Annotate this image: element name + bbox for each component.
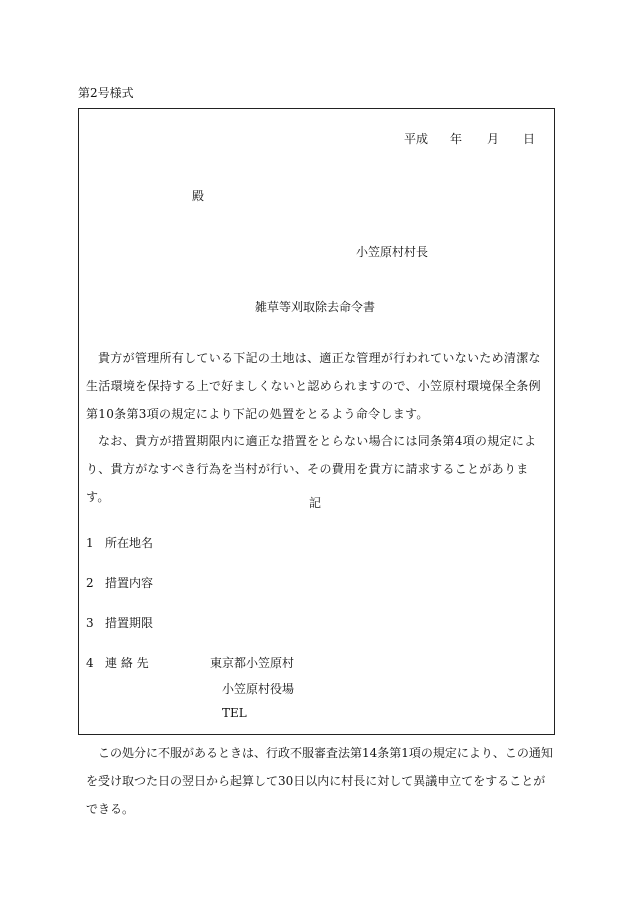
paragraph-1-text: 貴方が管理所有している下記の土地は、適正な管理が行われていないため清潔な生活環境を保持する上で好ましくないと認められますので、小笠原村環境保全条例第10条第3項の規定により下記の処置をとるよう命令します。 — [86, 351, 541, 421]
ki-heading: 記 — [308, 496, 321, 510]
date-year: 年 — [450, 132, 463, 146]
addressee-suffix: 殿 — [192, 189, 205, 203]
sender-name: 小笠原村村長 — [356, 245, 429, 259]
item-number: 3 — [86, 616, 94, 630]
date-line — [404, 130, 535, 147]
date-era: 平成 — [404, 132, 429, 146]
item-label: 連 絡 先 — [105, 656, 149, 670]
contact-tel: TEL — [222, 706, 247, 720]
contact-address: 東京都小笠原村 — [210, 656, 295, 670]
item-number: 2 — [86, 576, 94, 590]
item-label: 措置期限 — [105, 616, 154, 630]
document-title: 雑草等刈取除去命令書 — [254, 300, 375, 314]
item-location — [86, 534, 153, 551]
item-measure-content — [86, 574, 153, 591]
paragraph-2-text: なお、貴方が措置期限内に適正な措置をとらない場合には同条第4項の規定により、貴方がなすべき行為を当村が行い、その費用を貴方に請求することがあります。 — [86, 434, 537, 504]
item-number: 1 — [86, 536, 94, 550]
item-number: 4 — [86, 656, 94, 670]
item-label: 所在地名 — [105, 536, 154, 550]
item-contact — [86, 654, 149, 671]
date-day: 日 — [523, 132, 536, 146]
form-number-label: 第2号様式 — [78, 86, 134, 100]
item-measure-deadline — [86, 614, 153, 631]
contact-office: 小笠原村役場 — [222, 682, 295, 696]
appeal-note-text: この処分に不服があるときは、行政不服審査法第14条第1項の規定により、この通知を受け取つた日の翌日から起算して30日以内に村長に対して異議申立てをすることができる。 — [86, 746, 553, 816]
appeal-note — [86, 739, 556, 823]
item-label: 措置内容 — [105, 576, 154, 590]
date-month: 月 — [487, 132, 500, 146]
body-paragraph-1 — [86, 344, 548, 428]
